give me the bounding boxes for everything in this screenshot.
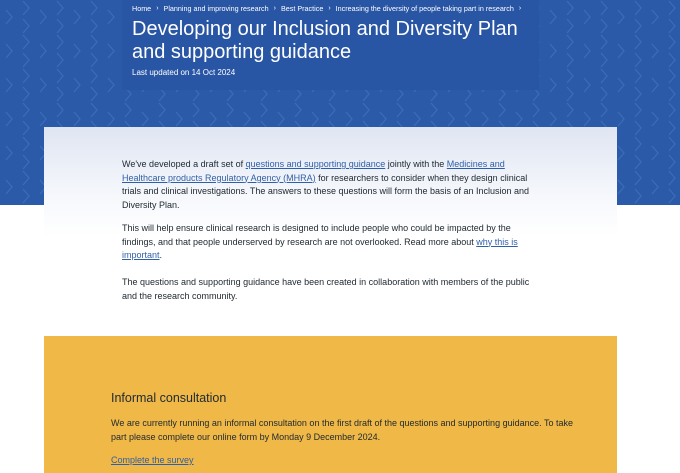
breadcrumb-best-practice[interactable]: Best Practice (280, 3, 324, 13)
intro-text: We've developed a draft set of (122, 159, 246, 169)
intro-paragraph-2 (122, 222, 532, 263)
last-updated-date: Last updated on 14 Oct 2024 (132, 68, 236, 77)
intro-paragraph-1 (122, 158, 532, 212)
why-important-link[interactable]: why this is important (122, 236, 518, 260)
breadcrumb-diversity[interactable]: Increasing the diversity of people taking part in research (335, 3, 514, 13)
consultation-text-part: by Monday 9 December 2024. (257, 431, 381, 442)
chevron-right-icon: › (156, 4, 159, 12)
breadcrumb-planning[interactable]: Planning and improving research (163, 3, 269, 13)
chevron-right-icon: › (328, 4, 331, 12)
intro-text: . (159, 250, 163, 260)
chevron-right-icon: › (273, 4, 276, 12)
complete-survey-link[interactable]: Complete the survey (111, 455, 194, 465)
intro-text: jointly with the (385, 159, 447, 169)
online-form-link[interactable]: online form (212, 431, 258, 442)
draft-questions-link[interactable]: draft of the questions and supporting guidance (353, 418, 540, 428)
intro-text: for researchers to consider when they design clinical trials and clinical investigations. The answers to these questions will form the basis of an Inclusion and Diversity Plan. (122, 172, 530, 210)
breadcrumb-home[interactable]: Home (132, 3, 152, 13)
page-title: Developing our Inclusion and Diversity Plan and supporting guidance (132, 18, 518, 63)
consultation-text-part: We are currently running an informal consultation on the first (111, 418, 354, 428)
mhra-link[interactable]: Medicines and Healthcare products Regulatory Agency (MHRA) (122, 159, 505, 183)
intro-paragraph-3: The questions and supporting guidance have been created in collaboration with members of the public and the research community. (122, 277, 530, 301)
consultation-text-part: . To take part please complete our (111, 418, 573, 442)
consultation-heading: Informal consultation (111, 391, 227, 405)
chevron-right-icon: › (518, 4, 522, 12)
questions-guidance-link[interactable]: questions and supporting guidance (245, 159, 386, 169)
consultation-text (111, 417, 581, 444)
intro-text: This will help ensure clinical research is designed to include people who could be impacted by the findings, and that people underserved by research are not overlooked. Read more about (122, 223, 511, 247)
breadcrumb (132, 2, 522, 14)
